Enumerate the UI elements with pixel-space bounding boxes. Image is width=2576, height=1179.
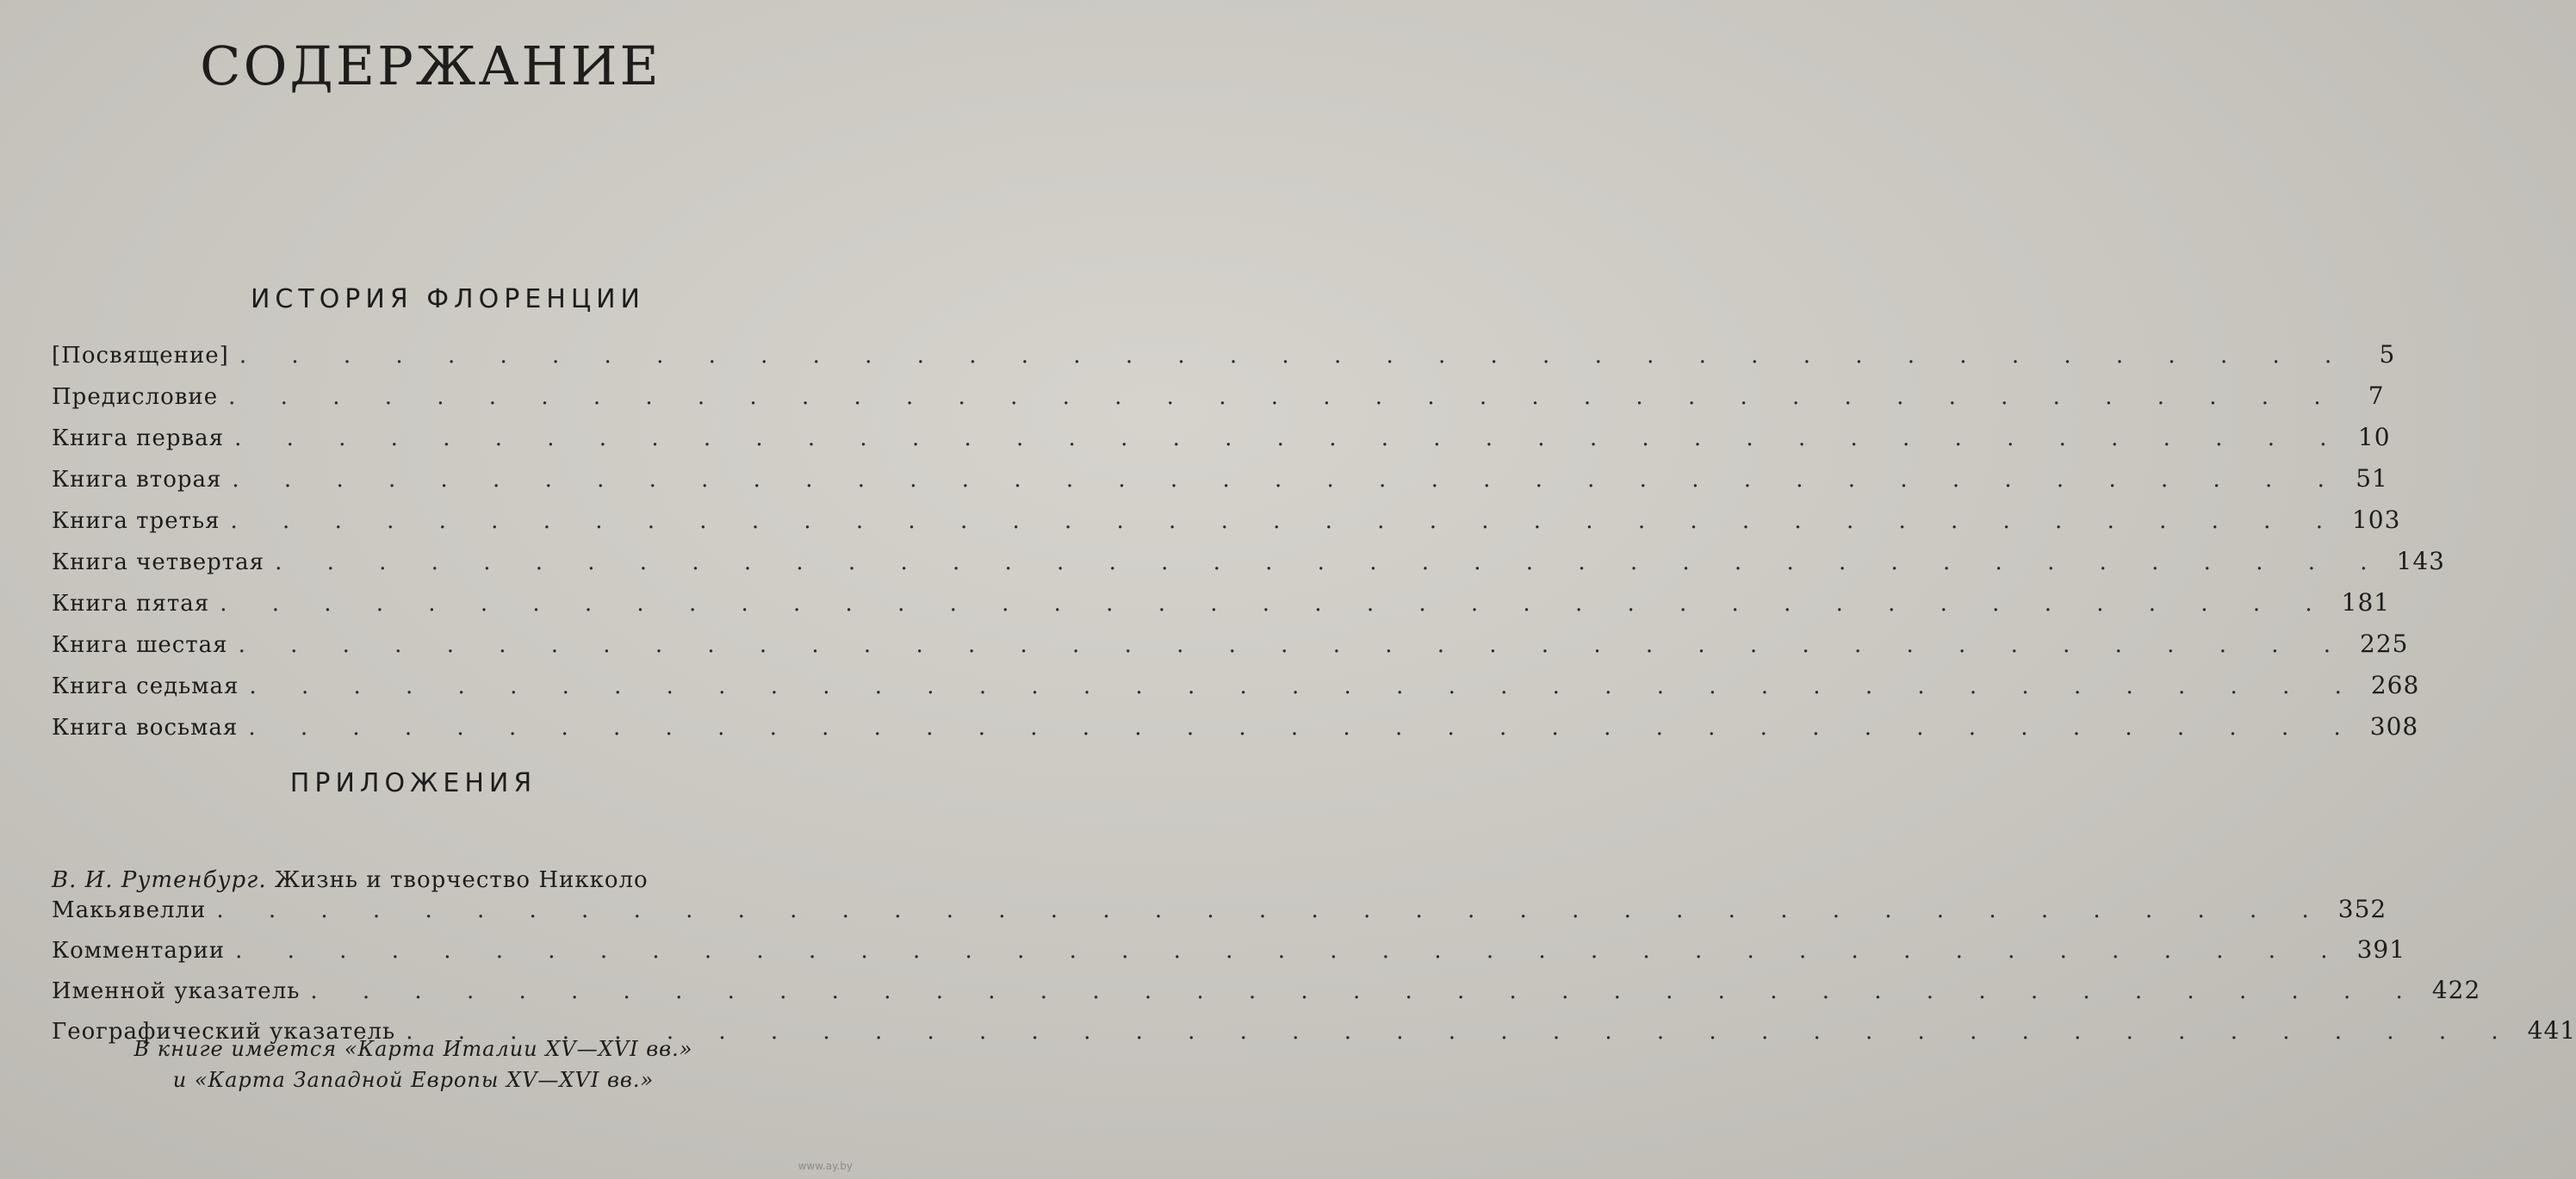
- toc-entry-page: 51: [2356, 464, 2388, 493]
- toc-entry: [52, 340, 2396, 382]
- toc-entry: [52, 935, 2406, 976]
- dot-leader: . . . . . . . . . . . . . . . . . . . . . . . . . . . . . . . . . . . . . . . . .: [216, 897, 2328, 923]
- toc-entry-label: Книга пятая: [52, 591, 210, 617]
- toc-entry-page: 10: [2357, 423, 2391, 451]
- dot-leader: . . . . . . . . . . . . . . . . . . . . . . . . . . . . . . . . . . . . . . . . .: [232, 467, 2343, 493]
- toc-entry-label: Книга восьмая: [52, 715, 239, 741]
- toc-entry-page: 181: [2341, 588, 2391, 617]
- toc-entry: [52, 671, 2420, 712]
- toc-entry-label: Книга шестая: [52, 632, 228, 658]
- dot-leader: . . . . . . . . . . . . . . . . . . . . . . . . . . . . . . . . . . . . . . . . .: [406, 1019, 2517, 1045]
- toc-entry-page: 5: [2379, 340, 2396, 369]
- page-title: СОДЕРЖАНИЕ: [200, 34, 661, 97]
- toc-entry-label: Предисловие: [52, 384, 219, 410]
- dot-leader: . . . . . . . . . . . . . . . . . . . . . . . . . . . . . . . . . . . . . . . . .: [249, 673, 2361, 699]
- toc-entry-page: 7: [2368, 382, 2385, 410]
- watermark: www.ay.by: [798, 1160, 853, 1172]
- toc-entry: [52, 464, 2388, 506]
- section-heading-appendix: ПРИЛОЖЕНИЯ: [289, 768, 537, 798]
- toc-entry: [52, 588, 2391, 630]
- essay-title-line2: Макьявелли: [52, 897, 207, 923]
- dot-leader: . . . . . . . . . . . . . . . . . . . . . . . . . . . . . . . . . . . . . . . . .: [238, 632, 2350, 658]
- toc-entry-label: Комментарии: [52, 938, 226, 964]
- toc-entry-page: 143: [2396, 547, 2445, 575]
- toc-entry-label: Книга первая: [52, 425, 225, 451]
- dot-leader: . . . . . . . . . . . . . . . . . . . . . . . . . . . . . . . . . . . . . . . . .: [228, 384, 2340, 410]
- toc-history: [52, 340, 2445, 754]
- toc-entry-label: Книга вторая: [52, 467, 222, 493]
- dot-leader: . . . . . . . . . . . . . . . . . . . . . . . . . . . . . . . . . . . . . . . . .: [220, 591, 2331, 617]
- dot-leader: . . . . . . . . . . . . . . . . . . . . . . . . . . . . . . . . . . . . . . . . .: [234, 425, 2346, 451]
- maps-note-line1: В книге имеется «Карта Италии XV—XVI вв.»: [133, 1037, 693, 1061]
- dot-leader: . . . . . . . . . . . . . . . . . . . . . . . . . . . . . . . . . . . . . . . . .: [248, 715, 2360, 741]
- toc-entry-page: 308: [2369, 712, 2419, 741]
- maps-note-line2: и «Карта Западной Европы XV—XVI вв.»: [172, 1068, 655, 1092]
- toc-entry-page: 225: [2360, 630, 2409, 658]
- toc-entry-page: 391: [2356, 935, 2406, 964]
- dot-leader: . . . . . . . . . . . . . . . . . . . . . . . . . . . . . . . . . . . . . . . . .: [239, 343, 2351, 369]
- toc-appendix: [52, 866, 2576, 1057]
- toc-entry-page: 352: [2337, 895, 2387, 923]
- essay-title-line1: Жизнь и творчество Никколо: [274, 867, 649, 893]
- toc-entry-label: Географический указатель: [52, 1019, 396, 1045]
- maps-note: [0, 1033, 827, 1095]
- toc-entry-page: 103: [2351, 506, 2401, 534]
- dot-leader: . . . . . . . . . . . . . . . . . . . . . . . . . . . . . . . . . . . . . . . . .: [275, 549, 2387, 575]
- toc-entry: [52, 506, 2401, 547]
- toc-entry-label: Книга третья: [52, 508, 220, 534]
- toc-entry-label: Книга четвертая: [52, 549, 265, 575]
- toc-entry-page: 268: [2370, 671, 2420, 699]
- section-heading-history: ИСТОРИЯ ФЛОРЕНЦИИ: [250, 284, 645, 314]
- toc-entry-page: 441: [2527, 1016, 2576, 1045]
- toc-entry: [52, 976, 2481, 1016]
- toc-entry: [52, 895, 2387, 935]
- toc-entry-label: Книга седьмая: [52, 673, 239, 699]
- toc-entry: [52, 382, 2385, 423]
- essay-entry-first-line: [52, 866, 784, 895]
- toc-entry: [52, 547, 2445, 588]
- toc-entry-label: Именной указатель: [52, 978, 301, 1004]
- dot-leader: . . . . . . . . . . . . . . . . . . . . . . . . . . . . . . . . . . . . . . . . .: [235, 938, 2347, 964]
- toc-entry: [52, 630, 2409, 671]
- dot-leader: . . . . . . . . . . . . . . . . . . . . . . . . . . . . . . . . . . . . . . . . .: [230, 508, 2342, 534]
- essay-author: В. И. Рутенбург.: [52, 867, 267, 893]
- toc-entry-label: [Посвящение]: [52, 343, 229, 369]
- dot-leader: . . . . . . . . . . . . . . . . . . . . . . . . . . . . . . . . . . . . . . . . .: [310, 978, 2422, 1004]
- toc-entry: [52, 423, 2391, 464]
- toc-entry-page: 422: [2431, 976, 2481, 1004]
- toc-entry: [52, 712, 2419, 754]
